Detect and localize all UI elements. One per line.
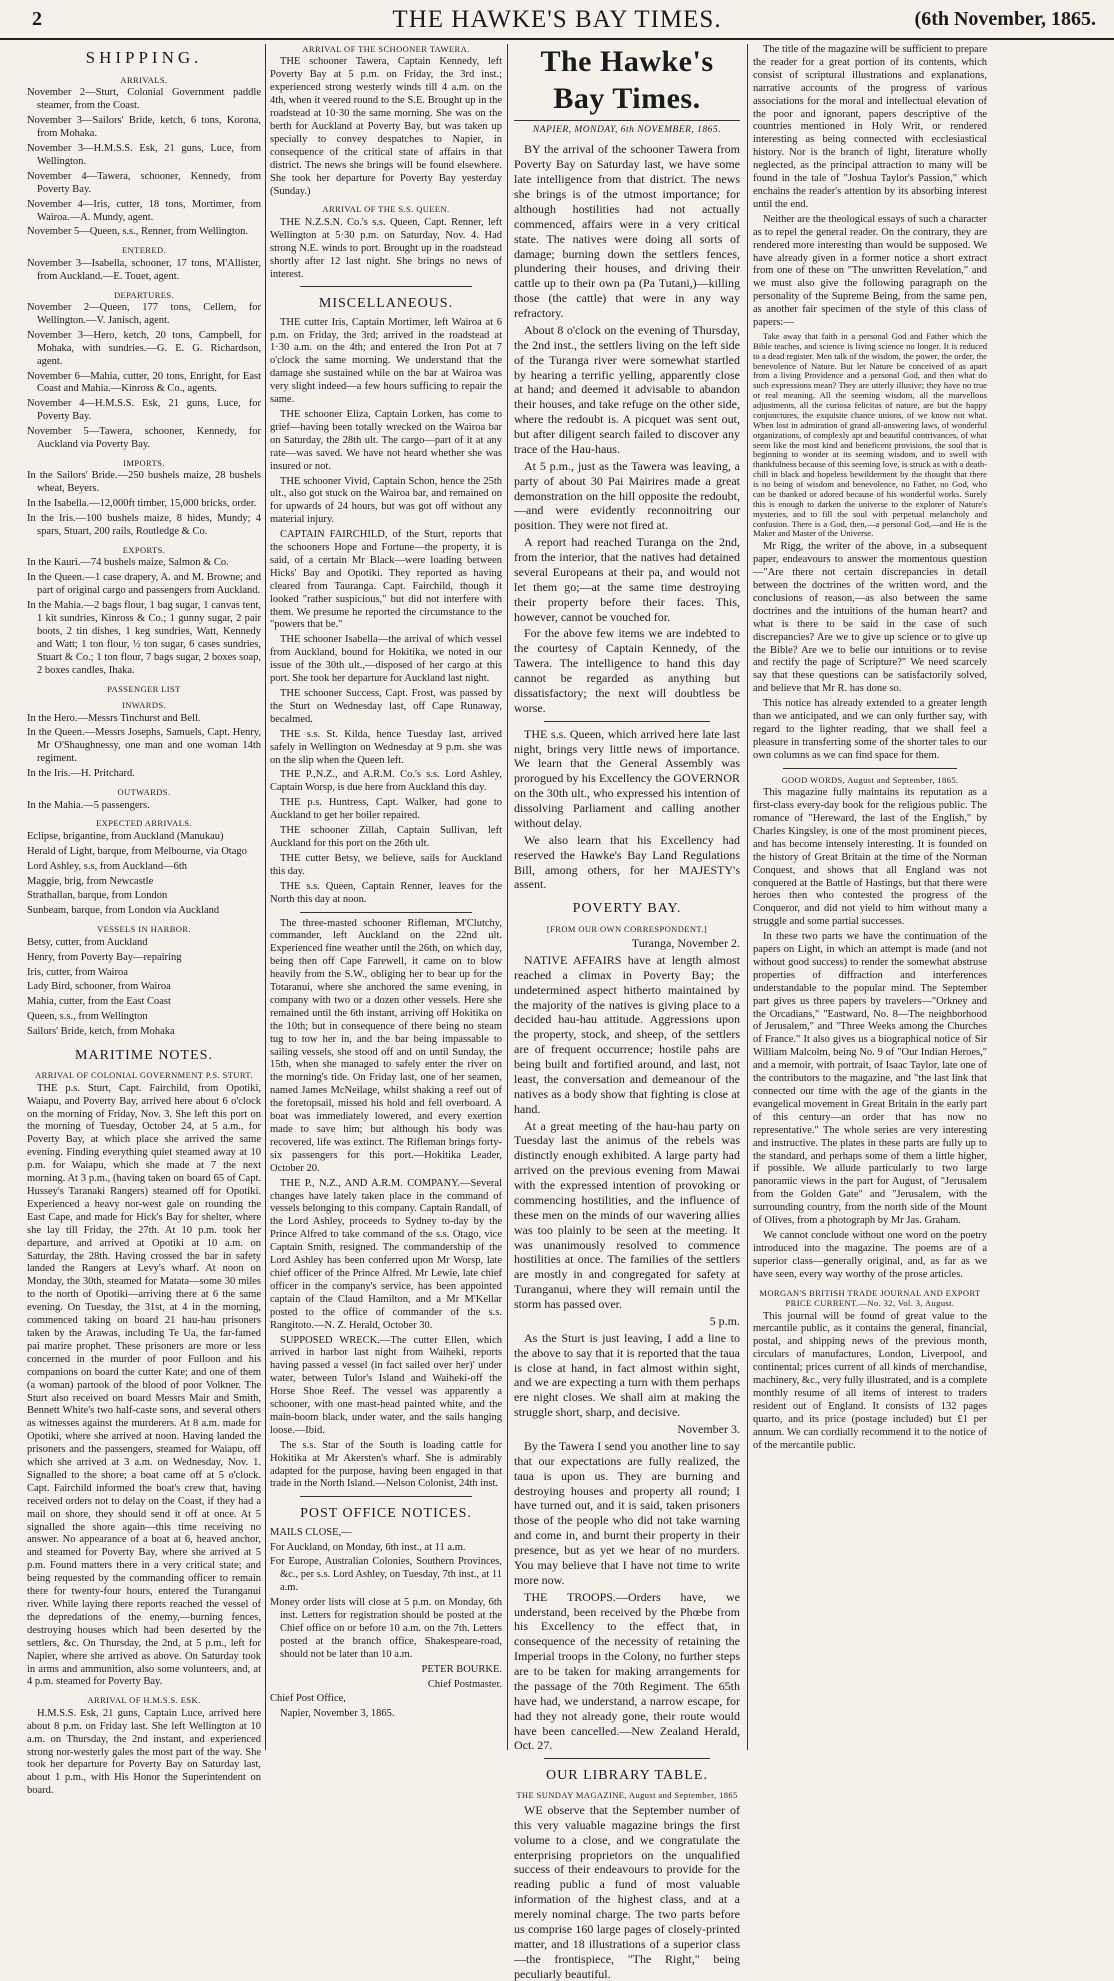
review-paragraph: Neither are the theological essays of such a character as to repel the general reader. On the contrary, they are rendered more interesting than would be supposed. We have already given in a former notice a short extract from one of these on "The unwritten Revelation," and we must also give the following paragraph on the personality of the Supreme Being, from the same pen, as another fair specimen of the style of this class of papers:— <box>753 213 987 329</box>
column-divider <box>747 44 748 1750</box>
arrival-entry: November 4—Tawera, schooner, Kennedy, from Poverty Bay. <box>27 170 261 195</box>
section-heading-poverty-bay: POVERTY BAY. <box>572 901 682 917</box>
import-entry: In the Iris.—100 bushels maize, 8 hides, Mundy; 4 spars, Stuart, 200 rails, Routledge & Co. <box>27 513 261 538</box>
editorial-paragraph: About 8 o'clock on the evening of Thursday, the 2nd inst., the settlers living on the left side of the Turanga river were somewhat startled by hearing a terrific yelling, apparently close at hand; and deemed it advisable to abandon their houses, and take refuge on the other side, where the redoubt is. A picquet was sent out, but after diligent search failed to discover any trace of the Hau-haus. <box>514 322 740 456</box>
editorial-paragraph: At 5 p.m., just as the Tawera was leaving, a party of about 30 Pai Mairires made a great demonstration on the hill opposite the redoubt,—and were evidently reconnoitring our position. They were not fired at. <box>514 458 740 533</box>
misc-item: THE schooner Success, Capt. Frost, was passed by the Sturt on Wednesday last, off Cape Runaway, becalmed. <box>270 688 502 725</box>
mails-close-label: MAILS CLOSE,— <box>270 1526 352 1538</box>
page-number: 2 <box>32 8 42 30</box>
review-paragraph: WE observe that the September number of this very valuable magazine brings the first volume to a close, and we congratulate the enterprising proprietors on the unqualified success of their endeavours to provide for the reading public a fund of most valuable information of the highest class, and at a merely nominal charge. The two parts before us comprise 160 large pages of closely-printed matter, and 18 illustrations of a superior class—the frontispiece, "The Right," being peculiarly beautiful. <box>514 1802 740 1981</box>
subheading-tawera: ARRIVAL OF THE SCHOONER TAWERA. <box>302 44 470 54</box>
post-office-name: Chief Post Office, <box>270 1693 346 1705</box>
arrival-entry: November 5—Queen, s.s., Renner, from Wellington. <box>27 226 249 238</box>
arrival-entry: November 3—Sailors' Bride, ketch, 6 tons, Korona, from Mohaka. <box>27 115 261 140</box>
article-tawera: THE schooner Tawera, Captain Kennedy, left Poverty Bay at 5 p.m. on Friday, the 3rd inst.; experienced strong westerly winds till 4 a.m. on the 4th, when it veered round to the S.E. Brought up in the roadstead at 10·30 the same morning. She was on the berth for Auckland at Poverty Bay, but was taken up specially to convey despatches to Napier, in consequence of the critical state of affairs in that district. The news she brings will be found elsewhere. She took her departure for Poverty Bay yesterday (Sunday.) <box>270 56 502 197</box>
page-header <box>0 0 1114 40</box>
misc-item: THE P., N.Z., AND A.R.M. COMPANY.—Several changes have lately taken place in the command of vessels belonging to this company. Captain Randall, of the Lord Ashley, proceeds to Sydney to-day by the Prince Alfred to take command of the s.s. Otago, vice Captain Smith, resigned. The commandership of the Lord Ashley has been conferred upon Mr Worsp, late chief officer of the Prince Alfred. Mr Lewie, late chief officer in the company's service, has been appointed captain of the Claud Hamilton, and a Mr M'Kellar posted to the office of commander of the s.s. Rangitoto.—N. Z. Herald, October 30. <box>270 1177 502 1331</box>
arrival-entry: November 2—Sturt, Colonial Government paddle steamer, from the Coast. <box>27 87 261 112</box>
column-miscellaneous <box>270 44 502 1750</box>
column-divider <box>265 44 266 1750</box>
quoted-extract: Take away that faith in a personal God and Father which the Bible teaches, and science is living science no longer. It is reduced to a dead register. Men talk of the wisdom, the power, the order, the benevolence of Nature. But let Nature be conceived of as apart from a living Providence and a personal God, and then what do such expressions mean? They are utterly illusive; they have no true or real meaning. All the seeming wisdom, all the marvellous adjustments, all the curiosa felicitas of nature, are but the happy conjunctures, the exquisite chance unions, of we know not what. When lost in admiration of grand all-answering laws, of wonderful organizations, of complexly apt and beautiful contrivances, of what seem like the most kind and beneficent provisions, the soul that is beginning to wonder at its seeming wisdom, and to swell with thankfulness because of this seeming love, is struck as with a death-chill in black and hopeless bewilderment by the thought that there is no being of wisdom and benevolence, no Father, no God, who can be thanked or adored because of his wonderful works. Surely this is enough to darken the universe to the explorer of Nature's mysteries, and to fill the soul with perpetual melancholy and confusion. There is a God, then,—a personal God,—and He is the Maker and Master of the Universe. <box>753 330 987 539</box>
passenger-entry: In the Iris.—H. Pritchard. <box>27 768 135 780</box>
import-entry: In the Sailors' Bride.—250 bushels maize, 28 bushels wheat, Beyers. <box>27 470 261 495</box>
post-notice: For Europe, Australian Colonies, Southern Provinces, &c., per s.s. Lord Ashley, on Tuesday, 7th inst., at 11 a.m. <box>270 1556 502 1594</box>
departure-entry: November 3—Hero, ketch, 20 tons, Campbell, for Mohaka, with sundries.—G. E. G. Richardson, agent. <box>27 329 261 367</box>
section-heading-maritime-notes: MARITIME NOTES. <box>75 1048 213 1064</box>
subheading-inwards: INWARDS. <box>121 700 167 711</box>
article-queen: THE N.Z.S.N. Co.'s s.s. Queen, Capt. Renner, left Wellington at 5·30 p.m. on Saturday, Nov. 4. Had strong N.E. winds to port. Brought up in the roadstead shortly after 12 last night. She brings no news of interest. <box>270 216 502 280</box>
passenger-entry: In the Queen.—Messrs Josephs, Samuels, Capt. Henry, Mr O'Shaughnessy, one man and one woman 14th regiment. <box>27 727 261 765</box>
misc-item: THE s.s. St. Kilda, hence Tuesday last, arrived safely in Wellington on Wednesday at 9 p.m. she was on the slip when the Queen left. <box>270 728 502 766</box>
subheading-imports: IMPORTS. <box>123 458 165 469</box>
masthead: The Hawke's Bay Times. <box>514 44 740 121</box>
subheading-sturt: ARRIVAL OF COLONIAL GOVERNMENT P.S. STURT. <box>35 1070 253 1081</box>
article-esk: H.M.S.S. Esk, 21 guns, Captain Luce, arrived here about 8 p.m. on Friday last. She left Wellington at 10 a.m. on Thursday, the 2nd instant, and experienced strong nor-westerly gales the most part of the way. She took her departure for Poverty Bay on Saturday last, about 1 p.m., with His Honor the Superintendent on board. <box>27 1707 261 1797</box>
post-notice: Money order lists will close at 5 p.m. on Monday, 6th inst. Letters for registration should be posted at the Chief office on or before 10 a.m. on the 7th. Letters posted at the branch office, Shakespeare-road, should not be later than 10 a.m. <box>270 1597 502 1660</box>
export-entry: In the Queen.—1 case drapery, A. and M. Browne; and part of original cargo and passengers from Auckland. <box>27 572 261 597</box>
review-paragraph: The title of the magazine will be sufficient to prepare the reader for a great portion of its contents, which consist of scriptural illustrations and explanations, narrative accounts of the progress of various associations for the moral and intellectual elevation of the poor and ignorant, papers descriptive of the countries mentioned in Holy Writ, or rendered interesting as being connected with ecclesiastical history. Nor is the branch of light, literature wholly neglected, as the principal attraction to many will be found in the tale of "Joshua Taylor's Passion," which enchains the reader's attention by its absorbing interest until the end. <box>753 44 987 210</box>
editorial-paragraph: For the above few items we are indebted to the courtesy of Captain Kennedy, of the Tawera. The intelligence to hand this day cannot be regarded as anything but dissatisfactory; the next will doubtless be worse. <box>514 626 740 715</box>
subheading-departures: DEPARTURES. <box>113 289 175 300</box>
expected-entry: Eclipse, brigantine, from Auckland (Manukau) <box>27 830 224 842</box>
review-paragraph: This magazine fully maintains its reputation as a first-class every-day book for the religious public. The romance of "Hereward, the last of the English," by Charles Kingsley, is one of the most prominent pieces, and has become intensely interesting. It is founded on the history of Great Britain at the time of the Norman Conquest, and shows that all England was not conquered at the Battle of Hastings, but that there were heroes then who contested the progress of the Conqueror, and did not yield to him without many a struggle and some partial successes. <box>753 787 987 928</box>
misc-item: THE P.,N.Z., and A.R.M. Co.'s s.s. Lord Ashley, Captain Worsp, is due here from Auckland this day. <box>270 769 502 794</box>
newspaper-title: THE HAWKE'S BAY TIMES. <box>392 6 722 33</box>
divider-rule <box>300 1496 472 1497</box>
subheading-queen: ARRIVAL OF THE S.S. QUEEN. <box>322 204 450 215</box>
departure-entry: November 4—H.M.S.S. Esk, 21 guns, Luce, for Poverty Bay. <box>27 398 261 423</box>
vessel-entry: Lady Bird, schooner, from Wairoa <box>27 981 171 993</box>
vessel-entry: Henry, from Poverty Bay—repairing <box>27 951 182 963</box>
divider-rule <box>783 768 957 769</box>
subheading-exports: EXPORTS. <box>122 545 166 555</box>
post-notice: For Auckland, on Monday, 6th inst., at 11 a.m. <box>270 1541 466 1553</box>
export-entry: In the Mahia.—2 bags flour, 1 bag sugar, 1 canvas tent, 1 kit sundries, Kinross & Co.; 1 gunny sugar, 2 pair boots, 2 tin dishes, 1 keg sundries, Watt, Kennedy and Watt; 1 ton flour, ½ ton sugar, 6 cases sundries, Stuart & Co.; 1 ton flour, 7 bags sugar, 2 boxes soap, 2 boxes candles, Ihaka. <box>27 600 261 676</box>
review-paragraph: In these two parts we have the continuation of the papers on Light, in which an attempt is made (and not without good success) to render the somewhat abstruse properties of diffraction and interferences understandable to the popular mind. The September part gives us three papers by travelers—"Orkney and the Orcadians," "Eastward, No. 8—The neighborhood of Jerusalem," and "Three Weeks among the Churches of France." It also gives us a biographical notice of Sir William Malcolm, being No. 9 of "Our Indian Heroes," and a memoir, with portrait, of Isaac Taylor, late one of the contributors to the magazine, and "the last link that connected our time with the age of the giants in the evangelical movement in Great Britain in the early part of this century—an order that has now no representative." The whole series are very interesting and instructive. The plates in these parts are fully up to the standard, and perhaps some of them a little higher, if possible. We allude particularly to two large panoramic views in the part for August, of "Jerusalem from the Golden Gate" and "Jerusalem, with the surrounding country, from the north side of the Mount of Olives, from a photograph by Mr Jas. Graham. <box>753 931 987 1227</box>
poverty-bay-paragraph: NATIVE AFFAIRS have at length almost reached a climax in Poverty Bay; the undetermined aspect hitherto maintained by the majority of the natives is giving place to a decided hau-hau attitude. Aggressions upon the property, stock, and sheep, of the settlers are of frequent occurrence; hostile pahs are being built and fortified around, and last, not least, the conversation and demeanour of the natives as a body show that fighting is close at hand. <box>514 952 740 1116</box>
section-heading-post-office: POST OFFICE NOTICES. <box>300 1506 472 1522</box>
arrival-entry: November 4—Iris, cutter, 18 tons, Mortimer, from Wairoa.—A. Mundy, agent. <box>27 198 261 223</box>
poverty-bay-paragraph: At a great meeting of the hau-hau party on Tuesday last the animus of the rebels was distinctly enough exhibited. A large party had arrived on the previous evening from Mawai with the expressed intention of provoking or commencing hostilities, and the influence of these men on the minds of our wavering allies was too plainly to be seen at the meeting. It was unanimously resolved to commence hostilities at once. The families of the settlers are mostly in and congregated for safety at Turanganui, where they will remain until the storm has passed over. <box>514 1118 740 1311</box>
misc-item: THE s.s. Queen, Captain Renner, leaves for the North this day at noon. <box>270 880 502 905</box>
divider-rule <box>300 286 472 287</box>
subheading-esk: ARRIVAL OF H.M.S.S. ESK. <box>87 1695 201 1706</box>
vessel-entry: Queen, s.s., from Wellington <box>27 1011 148 1023</box>
expected-entry: Herald of Light, barque, from Melbourne, via Otago <box>27 845 247 857</box>
subheading-outwards: OUTWARDS. <box>117 787 171 798</box>
postmaster-name: PETER BOURKE. <box>421 1663 502 1675</box>
subheading-expected-arrivals: EXPECTED ARRIVALS. <box>96 818 192 829</box>
review-heading-morgans-journal: MORGAN'S BRITISH TRADE JOURNAL AND EXPORT PRICE CURRENT.—No. 32, Vol. 3, August. <box>759 1287 981 1309</box>
poverty-bay-paragraph: As the Sturt is just leaving, I add a line to the above to say that it is reported that the taua is close at hand, in fact almost within sight, and we are expecting a turn with them perhaps ere night closes. We shall aim at making the struggle short, sharp, and decisive. <box>514 1330 740 1420</box>
article-sturt: THE p.s. Sturt, Capt. Fairchild, from Opotiki, Waiapu, and Poverty Bay, arrived here about 6 o'clock on the morning of Friday, Nov. 3. She left this port on the morning of Tuesday, October 24, at 5 a.m., for Poverty Bay, at which place she arrived the same evening. Finding everything quiet steamed away at 10 p.m. for Waiapu, which she made at 7 the next morning. At 3 p.m., (having taken on board 65 of Capt. Hussey's Taranaki Rangers) steamed off for Opotiki. Experienced a heavy nor-west gale on rounding the East Cape, and made for Hick's Bay for shelter, where she lay till Friday, the 27th. At 10 p.m. took her departure, and arrived at Opotiki at 10 a.m. on Saturday, the 28th. Having crossed the bar in safety landed the Rangers at Levy's wharf. At noon on Monday, the 30th, steamed for Matata—some 30 miles to the north of Opotiki—arriving there at 6 the same evening. On Tuesday, the 31st, at 4 in the morning, commenced taking on board 21 hau-hau prisoners taken by the Arawas, including Te Ua, the far-famed pai marire prophet. These prisoners are more or less concerned in the murder of poor Fulloon and his companions on board the cutter Kate; and one of them (a woman) partook of the blood of poor Volkner. The Sturt also received on board Messrs Mair and Smith, Bennett White's two half-caste sons, and several others as witnesses against the murderers. At 8 a.m. made for Opotiki, where she arrived at noon. Having landed the prisoners and the passengers, steamed for Waiapu, off which she arrived at 3 a.m. on Wednesday, Nov. 1. Signalled to the shore; a boat came off at 5 o'clock. Capt. Fairchild informed the boat's crew that, having received orders not to delay on the Coast, if they had a mail on shore, they should send it off at once. At 5 signalled the shore again—this time receiving no answer. No appearance of a boat at 6, heaved anchor, and steamed for Poverty Bay, where she arrived at 5 p.m. Found matters there in a very critical state; and being requested by the commanding officer to remain there for twenty-four hours, entered the Turanganui river. While laying there reports reached the vessel of the depredations of the enemy,—burning fences, destroying houses which had been deserted by the settlers, &c. On Thursday, the 2nd, at 5 p.m., left for Napier, where she arrived as above. On Saturday took in arms and ammunition, also some volunteers, and, at 4 p.m. steamed for Poverty Bay. <box>27 1082 261 1688</box>
vessel-entry: Mahia, cutter, from the East Coast <box>27 996 171 1008</box>
departure-entry: November 5—Tawera, schooner, Kennedy, for Auckland via Poverty Bay. <box>27 426 261 451</box>
misc-item: THE schooner Vivid, Captain Schon, hence the 25th ult., also got stuck on the Wairoa bar, and remained on for upwards of 24 hours, but was got off without any material injury. <box>270 475 502 526</box>
column-shipping <box>27 44 261 1797</box>
editorial-paragraph: BY the arrival of the schooner Tawera from Poverty Bay on Saturday last, we have some late intelligence from that district. The news she brings is of the utmost importance; for although hostilities had not actually commenced, affairs were in a very critical state. The natives were doing all sorts of damage; burning down the settlers fences, plundering their houses, and driving their cattle up to their own pa (Pa Tutani,)—killing those (the cattle) that were in any way refractory. <box>514 142 740 321</box>
subheading-entered: ENTERED. <box>121 245 167 256</box>
correspondent-date: November 3. <box>677 1422 740 1436</box>
postmaster-title: Chief Postmaster. <box>427 1678 502 1690</box>
arrival-entry: November 3—H.M.S.S. Esk, 21 guns, Luce, from Wellington. <box>27 142 261 167</box>
divider-rule <box>544 1758 710 1759</box>
misc-item: THE cutter Betsy, we believe, sails for Auckland this day. <box>270 852 502 877</box>
section-heading-shipping: SHIPPING. <box>85 48 203 67</box>
vessel-entry: Sailors' Bride, ketch, from Mohaka <box>27 1026 175 1038</box>
misc-item: THE cutter Iris, Captain Mortimer, left Wairoa at 6 p.m. on Friday, the 3rd; arrived in the roadstead at 1·30 a.m. on the 4th; and entered the Iron Pot at 7 o'clock the same morning. We understand that the damage she sustained while on the bar at Wairoa was very slight indeed—a few hours sufficing to repair the same. <box>270 316 502 406</box>
vessel-entry: Iris, cutter, from Wairoa <box>27 966 128 978</box>
expected-entry: Sunbeam, barque, from London via Auckland <box>27 905 220 917</box>
review-paragraph: This notice has already extended to a greater length than we anticipated, and we can only further say, with regard to the lighter reading, that we shall feel a pleasure in transferring some of the shorter tales to our own columns as we can find space for them. <box>753 698 987 761</box>
poverty-bay-paragraph: THE TROOPS.—Orders have, we understand, been received by the Phœbe from his Excellency to the effect that, in consequence of the necessity of retaining the Imperial troops in the Colony, no further steps are to be taken for making arrangements for the passage of the 70th Regiment. The 65th have had, we understand, a narrow escape, for had they not already gone, their route would have been cancelled.—New Zealand Herald, Oct. 27. <box>514 1589 740 1753</box>
expected-entry: Strathallan, barque, from London <box>27 890 168 902</box>
departure-entry: November 2—Queen, 177 tons, Cellem, for Wellington.—V. Janisch, agent. <box>27 302 261 326</box>
divider-rule <box>544 721 710 722</box>
section-heading-miscellaneous: MISCELLANEOUS. <box>318 296 454 312</box>
column-editorial <box>514 44 740 1981</box>
misc-item: SUPPOSED WRECK.—The cutter Ellen, which arrived in harbor last night from Waiheki, reports having passed a vessel (in fact sailed over her)' under water, between Tulor's Island and Waiheki-off the Horse Shoe Reef. The vessel was apparently a schooner, with one mast-head painted white, and the main-boom black, under water, and the sails hanging loose.—Ibid. <box>270 1334 502 1436</box>
subheading-arrivals: ARRIVALS. <box>120 74 168 85</box>
passenger-entry: In the Hero.—Messrs Tinchurst and Bell. <box>27 712 201 724</box>
editorial-paragraph: We also learn that his Excellency had reserved the Hawke's Bay Land Regulations Bill, among others, for her MAJESTY's assent. <box>514 832 740 892</box>
misc-item: THE schooner Isabella—the arrival of which vessel from Auckland, bound for Hokitika, we noted in our issue of the 30th ult.,—disposed of her cargo at this port. She took her departure for Auckland last night. <box>270 634 502 685</box>
editorial-paragraph: THE s.s. Queen, which arrived here late last night, brings very little news of importance. We learn that the General Assembly was prorogued by his Excellency the GOVERNOR on the 30th ult., who expressed his intention of dissolving Parliament and calling another without delay. <box>514 726 740 830</box>
subheading-passenger-list: PASSENGER LIST <box>107 683 181 694</box>
misc-item: CAPTAIN FAIRCHILD, of the Sturt, reports that the schooners Hope and Fortune—the property, it is said, of a certain Mr Black—were loading between Hicks' Bay and Opotiki. They reported as having cleared from Tauranga. Capt. Fairchild, though it looked "rather suspicious," but did not interfere with them. We presume he reported the circumstance to the "powers that be." <box>270 529 502 631</box>
editorial-dateline: NAPIER, MONDAY, 6th NOVEMBER, 1865. <box>532 124 722 135</box>
departure-entry: November 6—Mahia, cutter, 20 tons, Enright, for East Coast and Mahia.—Kinross & Co., agents. <box>27 370 261 395</box>
editorial-paragraph: A report had reached Turanga on the 2nd, from the interior, that the natives had detained several Europeans at their pa, and would not let them go;—at the same time destroying their property before their faces. This, however, cannot be vouched for. <box>514 535 740 624</box>
column-reviews <box>753 44 987 1750</box>
expected-entry: Lord Ashley, s.s, from Auckland—6th <box>27 860 188 872</box>
review-heading-sunday-magazine: THE SUNDAY MAGAZINE, August and September, 1865 <box>516 1790 738 1801</box>
divider-rule <box>300 912 472 913</box>
import-entry: In the Isabella.—12,000ft timber, 15,000 bricks, order. <box>27 498 257 510</box>
post-office-date: Napier, November 3, 1865. <box>280 1708 395 1720</box>
entered-entry: November 3—Isabella, schooner, 17 tons, M'Allister, from Auckland.—E. Touet, agent. <box>27 257 261 282</box>
correspondent-time: 5 p.m. <box>709 1313 740 1328</box>
passenger-entry: In the Mahia.—5 passengers. <box>27 799 150 811</box>
misc-item: THE schooner Zillah, Captain Sullivan, left Auckland for this port on the 26th ult. <box>270 825 502 849</box>
review-heading-good-words: GOOD WORDS, August and September, 1865. <box>781 774 959 785</box>
misc-item: THE p.s. Huntress, Capt. Walker, had gone to Auckland to get her boiler repaired. <box>270 797 502 822</box>
poverty-bay-paragraph: By the Tawera I send you another line to say that our expectations are fully realized, the taua is upon us. They are burning and destroying houses and property all round; I have turned out, and it is said, taken prisoners those of the people who did not take warning and come in, and burnt their property in their presence, but as yet we hear of no murders. You may believe that I have not time to write more now. <box>514 1438 740 1587</box>
misc-item: The s.s. Star of the South is loading cattle for Hokitika at Mr Akersten's wharf. She is admirably adapted for the purpose, having been engaged in that trade in the North Island.—Nelson Colonist, 24th inst. <box>270 1439 502 1490</box>
column-divider <box>507 44 508 1750</box>
correspondent-note: [FROM OUR OWN CORRESPONDENT.] <box>546 923 708 934</box>
misc-item: The three-masted schooner Rifleman, M'Clutchy, commander, left Auckland on the 22nd ult. Experienced fine weather until the 26th, on which day, being then off Cape Farewell, it came on to blow heavily from the S.W., obliging her to bear up for the Totaranui, where she anchored the same evening, in company with two or a dozen other vessels. Here she remained until the 6th instant, arriving off Hokitika on the 10th; but in consequence of there being no steam tug to tow her in, and the bar being impassable to sailing vessels, she stood off and on until Sunday, the 15th, when she managed to safely enter the river on the morning's tide. On Friday last, one of her seamen, named James McNeilage, whilst shaking a reef out of the foretopsail, missed his hold and fell overboard. A boat was immediately lowered, and every exertion made to save him; but although his body was recovered, life was extinct. The Rifleman brings forty-six passengers for this port.—Hokitika Leader, October 20. <box>270 917 502 1174</box>
subheading-vessels-in-harbor: VESSELS IN HARBOR. <box>97 924 191 935</box>
issue-date: (6th November, 1865. <box>914 8 1096 30</box>
review-paragraph: This journal will be found of great value to the mercantile public, as it contains the general, financial, postal, and shipping news of the previous month, circulars of manufactures, London, Liverpool, and continental; prices current of all kinds of merchandise, machinery, &c., very fully illustrated, and is a complete monthly resume of all items of interest to traders resident out of England. It consists of 132 pages quarto, and its price (postage included) but £1 per annum. We can cordially recommend it to the notice of of the mercantile public. <box>753 1310 987 1451</box>
review-paragraph: We cannot conclude without one word on the poetry introduced into the magazine. The poems are of a superior class—generally original, and, as far as we have seen, every way worthy of the prose articles. <box>753 1229 987 1280</box>
export-entry: In the Kauri.—74 bushels maize, Salmon & Co. <box>27 557 229 569</box>
section-heading-library-table: OUR LIBRARY TABLE. <box>546 1768 708 1784</box>
expected-entry: Maggie, brig, from Newcastle <box>27 875 154 887</box>
misc-item: THE schooner Eliza, Captain Lorken, has come to grief—having been totally wrecked on the Wairoa bar on Saturday, the 28th ult. The cargo—part of it at any rate—was saved. We have not heard whether she was insured or not. <box>270 408 502 472</box>
review-paragraph: Mr Rigg, the writer of the above, in a subsequent paper, endeavours to answer the momentous question—"Are there not certain discrepancies in detail between the doctrines of the written word, and the conclusions of reason,—as also between the same doctrines and the intuitions of the human heart? and what is there to be said in the case of such discrepancies? Are we to give up science or to give up the Bible? Are we to belie our intuitions or to revise and rectify the page of Scripture?" We need scarcely say that these questions can be satisfactorily solved, and believe that Mr R. has done so. <box>753 541 987 695</box>
correspondent-date: Turanga, November 2. <box>631 936 740 950</box>
vessel-entry: Betsy, cutter, from Auckland <box>27 936 148 948</box>
